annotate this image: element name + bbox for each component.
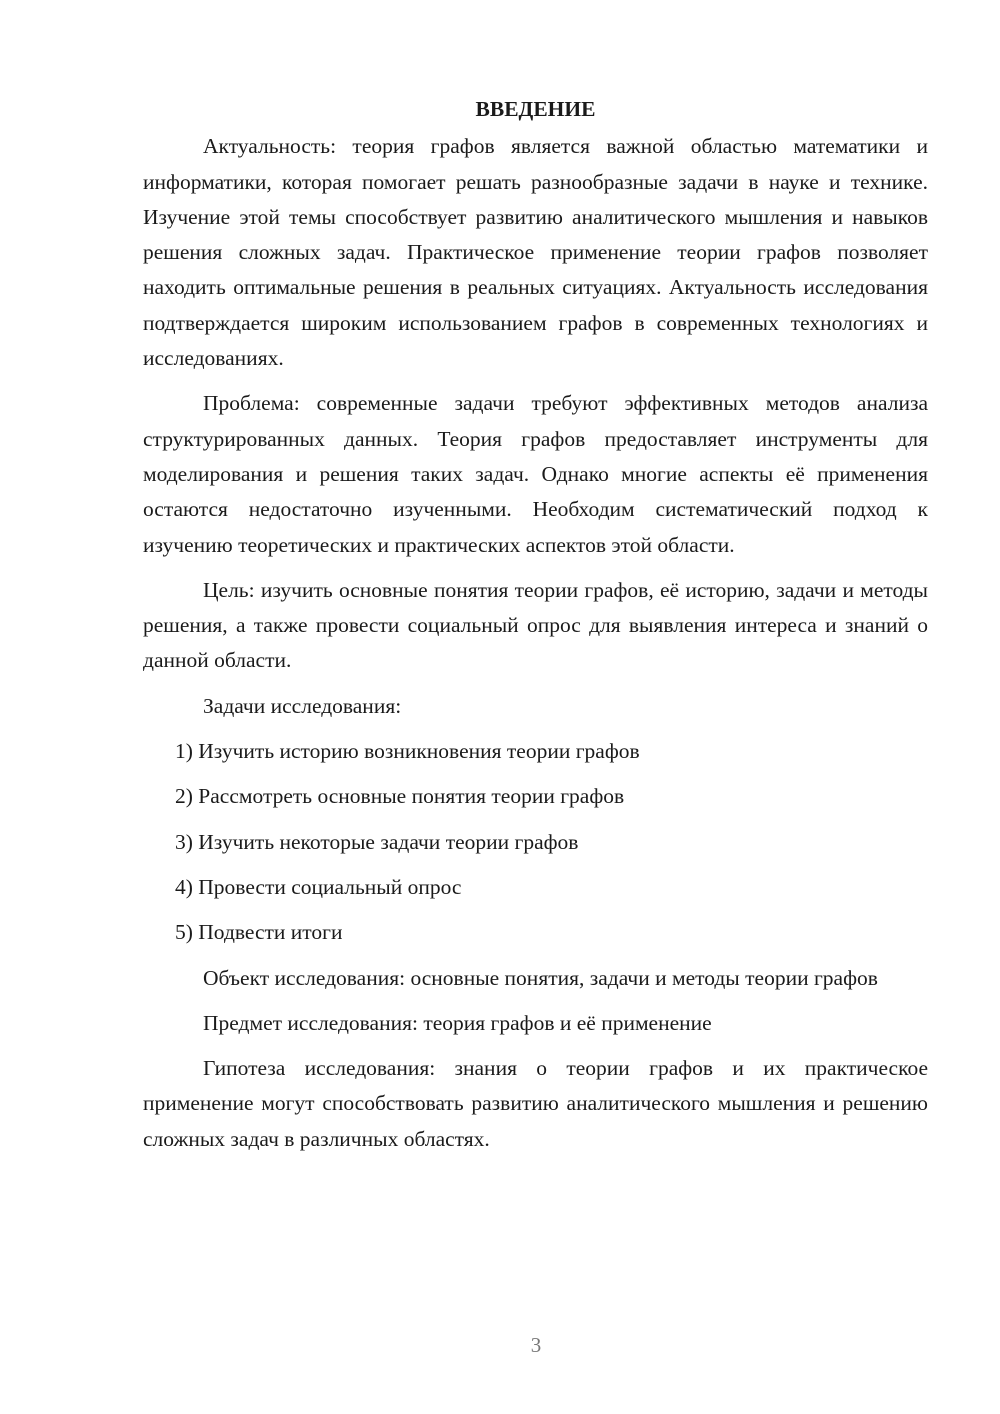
list-item: 2) Рассмотреть основные понятия теории графов (175, 784, 625, 809)
tasks-heading: Задачи исследования: (203, 693, 402, 718)
paragraph-object: Объект исследования: основные понятия, задачи и методы теории графов (203, 965, 878, 990)
list-item: 1) Изучить историю возникновения теории графов (175, 739, 640, 764)
page-number: 3 (530, 1333, 542, 1357)
list-item: 4) Провести социальный опрос (175, 874, 462, 899)
list-item: 5) Подвести итоги (175, 920, 343, 945)
section-title: ВВЕДЕНИЕ (475, 97, 596, 121)
document-page (143, 92, 928, 1167)
paragraph-problem: Проблема: современные задачи требуют эффективных методов анализа структурированных данных. Теория графов предоставляет инструменты для моделирования и решения таких задач. Однако многие аспекты её применения остаются недостаточно изученными. Необходим систематический подход к изучению теоретических и практических аспектов этой области. (143, 391, 928, 557)
paragraph-goal: Цель: изучить основные понятия теории графов, её историю, задачи и методы решения, а также провести социальный опрос для выявления интереса и знаний о данной области. (143, 577, 928, 673)
tasks-list (143, 734, 928, 950)
list-item: 3) Изучить некоторые задачи теории графов (175, 829, 579, 854)
paragraph-hypothesis: Гипотеза исследования: знания о теории графов и их практическое применение могут способствовать развитию аналитического мышления и решению сложных задач в различных областях. (143, 1056, 928, 1151)
paragraph-subject: Предмет исследования: теория графов и её применение (203, 1010, 712, 1035)
paragraph-relevance: Актуальность: теория графов является важной областью математики и информатики, которая помогает решать разнообразные задачи в науке и технике. Изучение этой темы способствует развитию аналитического мышления и навыков решения сложных задач. Практическое применение теории графов позволяет находить оптимальные решения в реальных ситуациях. Актуальность исследования подтверждается широким использованием графов в современных технологиях и исследованиях. (143, 134, 928, 371)
